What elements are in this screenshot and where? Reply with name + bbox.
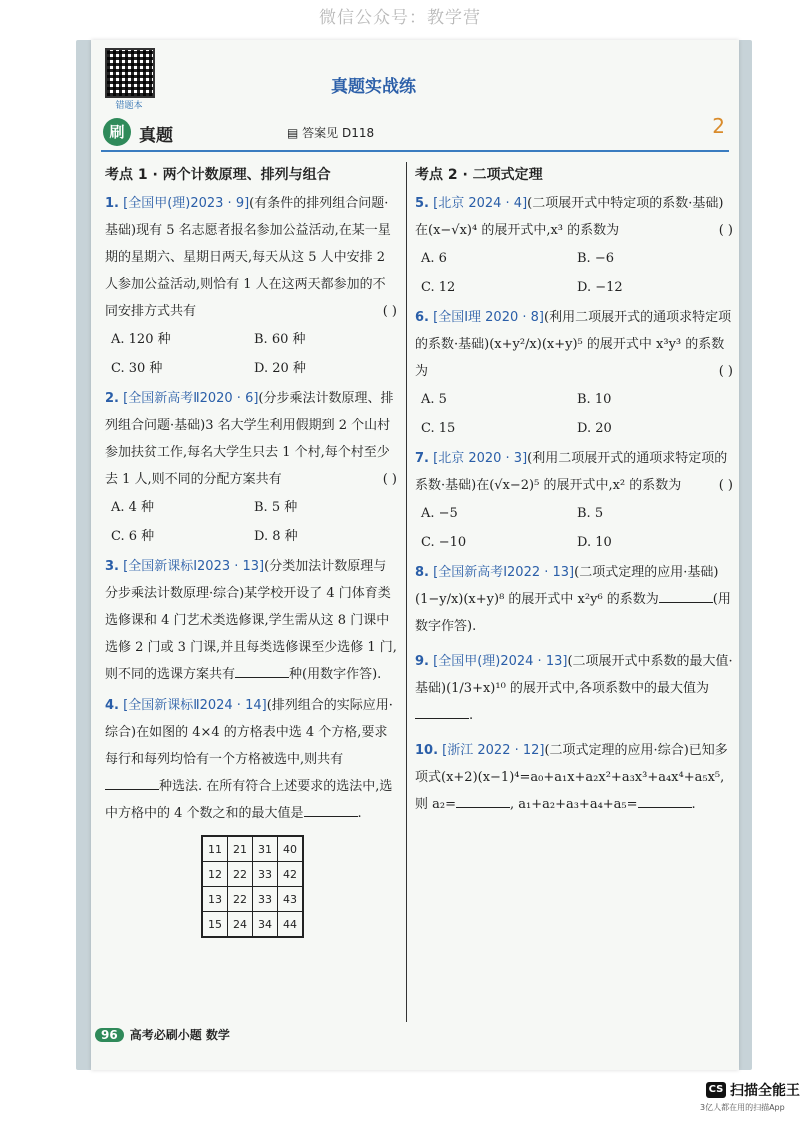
option-a: A. −5	[421, 506, 458, 521]
answer-blank	[235, 663, 289, 678]
question-1	[105, 190, 397, 325]
option-a: A. 4 种	[111, 500, 155, 515]
question-text: (二项式定理的应用·综合)已知多项式(x+2)(x−1)⁴=a₀+a₁x+a₂x²+a₃x³+a₄x⁴+a₅x⁵,则 a₂=	[415, 743, 728, 812]
answer-blank	[659, 588, 713, 603]
grid-cell: 40	[278, 836, 304, 862]
question-source: [全国新高考Ⅰ2022 · 13]	[433, 565, 575, 580]
book-title: 高考必刷小题 数学	[129, 1028, 230, 1042]
question-text: (二项展开式中特定项的系数·基础)在(x−√x)⁴ 的展开式中,x³ 的系数为	[415, 196, 724, 238]
answer-blank	[304, 802, 358, 817]
question-text: (有条件的排列组合问题·基础)现有 5 名志愿者报名参加公益活动,在某一星期的星期六、星期日两天,每天从这 5 人中安排 2 人参加公益活动,则恰有 1 人在这两天都参加的不同安排方式共有	[105, 196, 391, 319]
answer-blank	[415, 704, 469, 719]
grid-row	[202, 912, 303, 938]
question-source: [北京 2020 · 3]	[433, 451, 528, 466]
question-text-mid: 种选法. 在所有符合上述要求的选法中,选中方格中的 4 个数之和的最大值是	[105, 779, 393, 821]
question-8	[415, 559, 733, 640]
question-text: (二项展开式中系数的最大值·基础)(1/3+x)¹⁰ 的展开式中,各项系数中的最大值为	[415, 654, 733, 696]
question-number: 3.	[105, 559, 119, 574]
right-column	[415, 164, 733, 818]
grid-cell: 15	[202, 912, 228, 938]
option-d: D. 20	[577, 421, 612, 436]
question-text-mid: , a₁+a₂+a₃+a₄+a₅=	[510, 797, 638, 812]
book-page	[91, 40, 739, 1070]
number-grid	[201, 835, 304, 938]
question-7	[415, 445, 733, 499]
question-number: 10.	[415, 743, 439, 758]
question-6-options	[415, 385, 733, 443]
section-header	[101, 116, 729, 152]
grid-cell: 21	[228, 836, 253, 862]
answer-blank	[105, 775, 159, 790]
question-number: 9.	[415, 654, 429, 669]
question-source: [全国甲(理)2024 · 13]	[433, 654, 568, 669]
question-text: (分步乘法计数原理、排列组合问题·基础)3 名大学生利用假期到 2 个山村参加扶贫工作,每名大学生只去 1 个村,每个村至少去 1 人,则不同的分配方案共有	[105, 391, 394, 487]
question-number: 6.	[415, 310, 429, 325]
grid-cell: 22	[228, 862, 253, 887]
question-9	[415, 648, 733, 729]
option-b: B. 5 种	[254, 500, 298, 515]
option-c: C. 15	[421, 421, 456, 436]
grid-cell: 42	[278, 862, 304, 887]
question-text-end: 种(用数字作答).	[289, 667, 382, 682]
question-5-options	[415, 244, 733, 302]
option-b: B. 60 种	[254, 332, 306, 347]
section-title: 真题实战练	[331, 77, 416, 97]
option-b: B. −6	[577, 251, 614, 266]
answer-paren: ( )	[718, 223, 733, 238]
question-text: (利用二项展开式的通项求特定项的系数·基础)(x+y²/x)(x+y)⁵ 的展开式中 x³y³ 的系数为	[415, 310, 732, 379]
answer-paren: ( )	[382, 472, 397, 487]
question-text-end: .	[469, 708, 474, 723]
answer-paren: ( )	[718, 364, 733, 379]
option-d: D. 20 种	[254, 361, 306, 376]
corner-mark-icon: 2	[712, 114, 725, 138]
header-title: 真题	[139, 126, 173, 146]
grid-cell: 24	[228, 912, 253, 938]
question-7-options	[415, 499, 733, 557]
grid-cell: 34	[253, 912, 278, 938]
left-column	[105, 164, 397, 938]
option-d: D. 10	[577, 535, 612, 550]
option-a: A. 120 种	[111, 332, 171, 347]
qr-label: 错题本	[115, 101, 143, 111]
answer-reference: ▤ 答案见 D118	[287, 126, 375, 140]
grid-cell: 13	[202, 887, 228, 912]
answer-ref-text: 答案见 D118	[302, 126, 375, 140]
question-source: [全国新高考Ⅱ2020 · 6]	[123, 391, 259, 406]
watermark: 微信公众号：教学营	[319, 8, 481, 28]
question-number: 5.	[415, 196, 429, 211]
option-d: D. −12	[577, 280, 623, 295]
grid-cell: 12	[202, 862, 228, 887]
question-2-options	[105, 493, 397, 551]
question-10	[415, 737, 733, 818]
question-source: [全国甲(理)2023 · 9]	[123, 196, 250, 211]
question-2	[105, 385, 397, 493]
answer-paren: ( )	[718, 478, 733, 493]
grid-row	[202, 836, 303, 862]
topic-2-heading: 考点 2 · 二项式定理	[415, 167, 543, 183]
topic-1-heading: 考点 1 · 两个计数原理、排列与组合	[105, 167, 331, 183]
shua-badge-icon: 刷	[103, 118, 131, 146]
question-source: [北京 2024 · 4]	[433, 196, 528, 211]
question-text: (二项式定理的应用·基础)(1−y/x)(x+y)⁸ 的展开式中 x²y⁶ 的系数为	[415, 565, 719, 607]
question-number: 1.	[105, 196, 119, 211]
question-number: 7.	[415, 451, 429, 466]
question-number: 4.	[105, 698, 119, 713]
question-text: (分类加法计数原理与分步乘法计数原理·综合)某学校开设了 4 门体育类选修课和 4 门艺术类选修课,学生需从这 8 门课中选修 2 门或 3 门课,并且每类选修课至少选修 1 门,则不同的选课方案共有	[105, 559, 397, 682]
question-3	[105, 553, 397, 688]
grid-cell: 22	[228, 887, 253, 912]
grid-cell: 11	[202, 836, 228, 862]
camscanner-logo-icon: CS	[706, 1082, 726, 1098]
option-c: C. 6 种	[111, 529, 155, 544]
grid-cell: 44	[278, 912, 304, 938]
grid-cell: 43	[278, 887, 304, 912]
answer-paren: ( )	[382, 304, 397, 319]
answer-blank	[638, 793, 692, 808]
column-divider	[406, 162, 407, 1022]
scanner-tagline: 3亿人都在用的扫描App	[700, 1103, 785, 1112]
grid-row	[202, 862, 303, 887]
option-c: C. 30 种	[111, 361, 163, 376]
question-number: 2.	[105, 391, 119, 406]
question-text: (利用二项展开式的通项求特定项的系数·基础)在(√x−2)⁵ 的展开式中,x² 的系数为	[415, 451, 728, 493]
question-text-end: (用数字作答).	[415, 592, 731, 634]
question-source: [全国Ⅰ理 2020 · 8]	[433, 310, 544, 325]
option-d: D. 8 种	[254, 529, 298, 544]
question-source: [浙江 2022 · 12]	[442, 743, 545, 758]
question-6	[415, 304, 733, 385]
question-text: (排列组合的实际应用·综合)在如图的 4×4 的方格表中选 4 个方格,要求每行和每列均恰有一个方格被选中,则共有	[105, 698, 393, 767]
question-5	[415, 190, 733, 244]
option-b: B. 10	[577, 392, 612, 407]
grid-row	[202, 887, 303, 912]
question-source: [全国新课标Ⅱ2024 · 14]	[123, 698, 267, 713]
question-4	[105, 692, 397, 827]
option-c: C. 12	[421, 280, 456, 295]
page-footer	[95, 1026, 230, 1043]
question-source: [全国新课标Ⅰ2023 · 13]	[123, 559, 265, 574]
option-a: A. 5	[421, 392, 447, 407]
question-1-options	[105, 325, 397, 383]
qr-code	[105, 48, 155, 98]
grid-cell: 31	[253, 836, 278, 862]
grid-cell: 33	[253, 887, 278, 912]
option-c: C. −10	[421, 535, 467, 550]
answer-blank	[456, 793, 510, 808]
question-text-end: .	[357, 806, 362, 821]
option-b: B. 5	[577, 506, 604, 521]
page-number: 96	[95, 1028, 124, 1042]
option-a: A. 6	[421, 251, 447, 266]
grid-cell: 33	[253, 862, 278, 887]
question-number: 8.	[415, 565, 429, 580]
scanner-app-name: 扫描全能王	[730, 1083, 800, 1099]
question-text-end: .	[691, 797, 696, 812]
